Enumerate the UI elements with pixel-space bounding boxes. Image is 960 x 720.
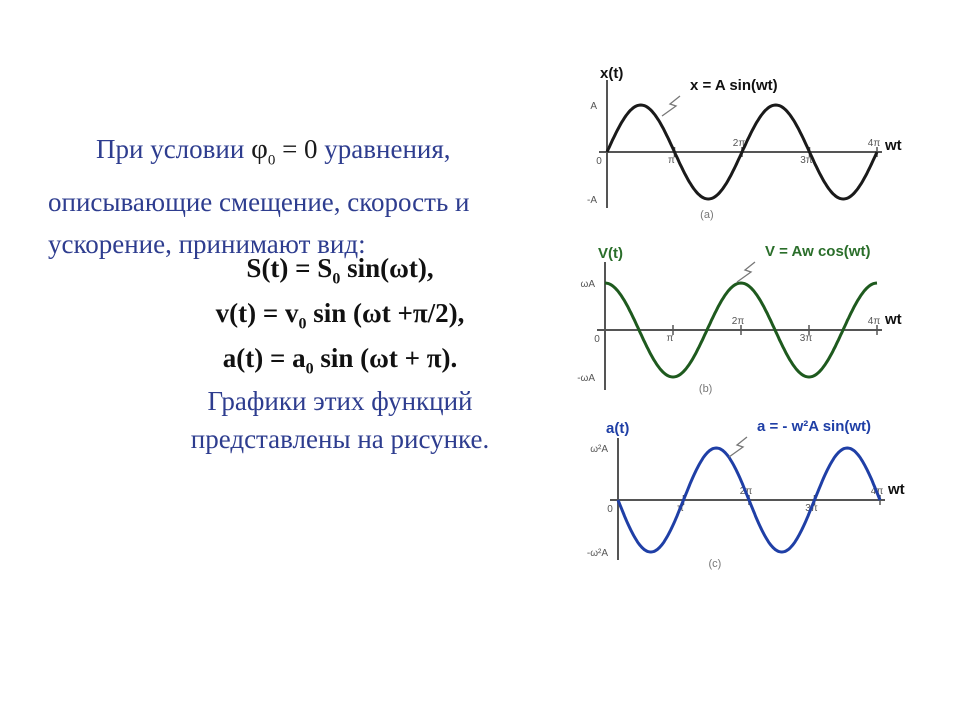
eq-sub: 0 <box>332 270 341 288</box>
eq-rhs: sin (ωt + π). <box>313 343 458 373</box>
x-tick-label: 4π <box>867 316 881 327</box>
panel-label: (a) <box>700 209 714 221</box>
amplitude-label-bottom: -A <box>587 195 597 206</box>
x-tick-label: 2π <box>739 486 753 497</box>
intro-line3: ускорение, принимают вид: <box>48 229 366 260</box>
eq-sub: 0 <box>305 360 314 378</box>
phi-subscript: 0 <box>267 152 276 169</box>
x-tick-label: 3π <box>800 155 813 166</box>
x-tick-label: π <box>677 503 684 514</box>
x-tick-label: 2π <box>731 316 745 327</box>
x-tick-label: π <box>668 155 675 166</box>
x-tick-label: 2π <box>732 138 746 149</box>
amplitude-label-bottom: -ωA <box>577 373 595 384</box>
y-axis-label: x(t) <box>600 65 624 82</box>
x-tick-label: 4π <box>870 486 884 497</box>
x-axis-label: wt <box>885 137 902 154</box>
caption-line2: представлены на рисунке. <box>190 424 490 454</box>
chart-title: V = Aw cos(wt) <box>765 243 871 260</box>
x-tick-label: 0 <box>596 156 602 167</box>
intro-line2: описывающие смещение, скорость и <box>48 187 470 218</box>
caption-line1: Графики этих функций <box>207 386 473 416</box>
intro-line1-after: уравнения, <box>324 134 451 164</box>
x-tick-label: 3π <box>799 333 813 344</box>
eq-rhs: sin(ωt), <box>340 253 434 283</box>
x-tick-label: 3π <box>805 503 818 514</box>
panel-label: (b) <box>698 383 713 395</box>
chart-title: a = - w²A sin(wt) <box>757 418 872 435</box>
x-axis-label: wt <box>888 481 905 498</box>
amplitude-label-top: ωA <box>580 279 595 290</box>
pointer-squiggle <box>729 437 747 457</box>
amplitude-label-bottom: -ω²A <box>586 548 608 559</box>
y-axis-label: a(t) <box>606 420 630 437</box>
chart-title: x = A sin(wt) <box>690 77 778 94</box>
eq-sub: 0 <box>298 315 307 333</box>
amplitude-label-top: ω²A <box>590 444 608 455</box>
pointer-squiggle <box>737 262 755 282</box>
pointer-squiggle <box>662 96 680 116</box>
eq-lhs: a(t) = a <box>222 343 306 373</box>
x-tick-label: 0 <box>594 334 600 345</box>
panel-label: (c) <box>708 558 722 570</box>
phi-equals: = 0 <box>282 134 318 164</box>
eq-lhs: v(t) = v <box>215 298 299 328</box>
amplitude-label-top: A <box>590 101 597 112</box>
y-axis-label: V(t) <box>598 245 623 262</box>
x-tick-label: 0 <box>607 504 613 515</box>
eq-rhs: sin (ωt +π/2), <box>306 298 465 328</box>
x-axis-label: wt <box>885 311 902 328</box>
x-tick-label: 4π <box>867 138 881 149</box>
x-tick-label: π <box>666 333 674 344</box>
eq-lhs: S(t) = S <box>246 253 333 283</box>
phi-symbol: φ <box>251 133 268 165</box>
intro-line1-before: При условии <box>96 134 245 164</box>
